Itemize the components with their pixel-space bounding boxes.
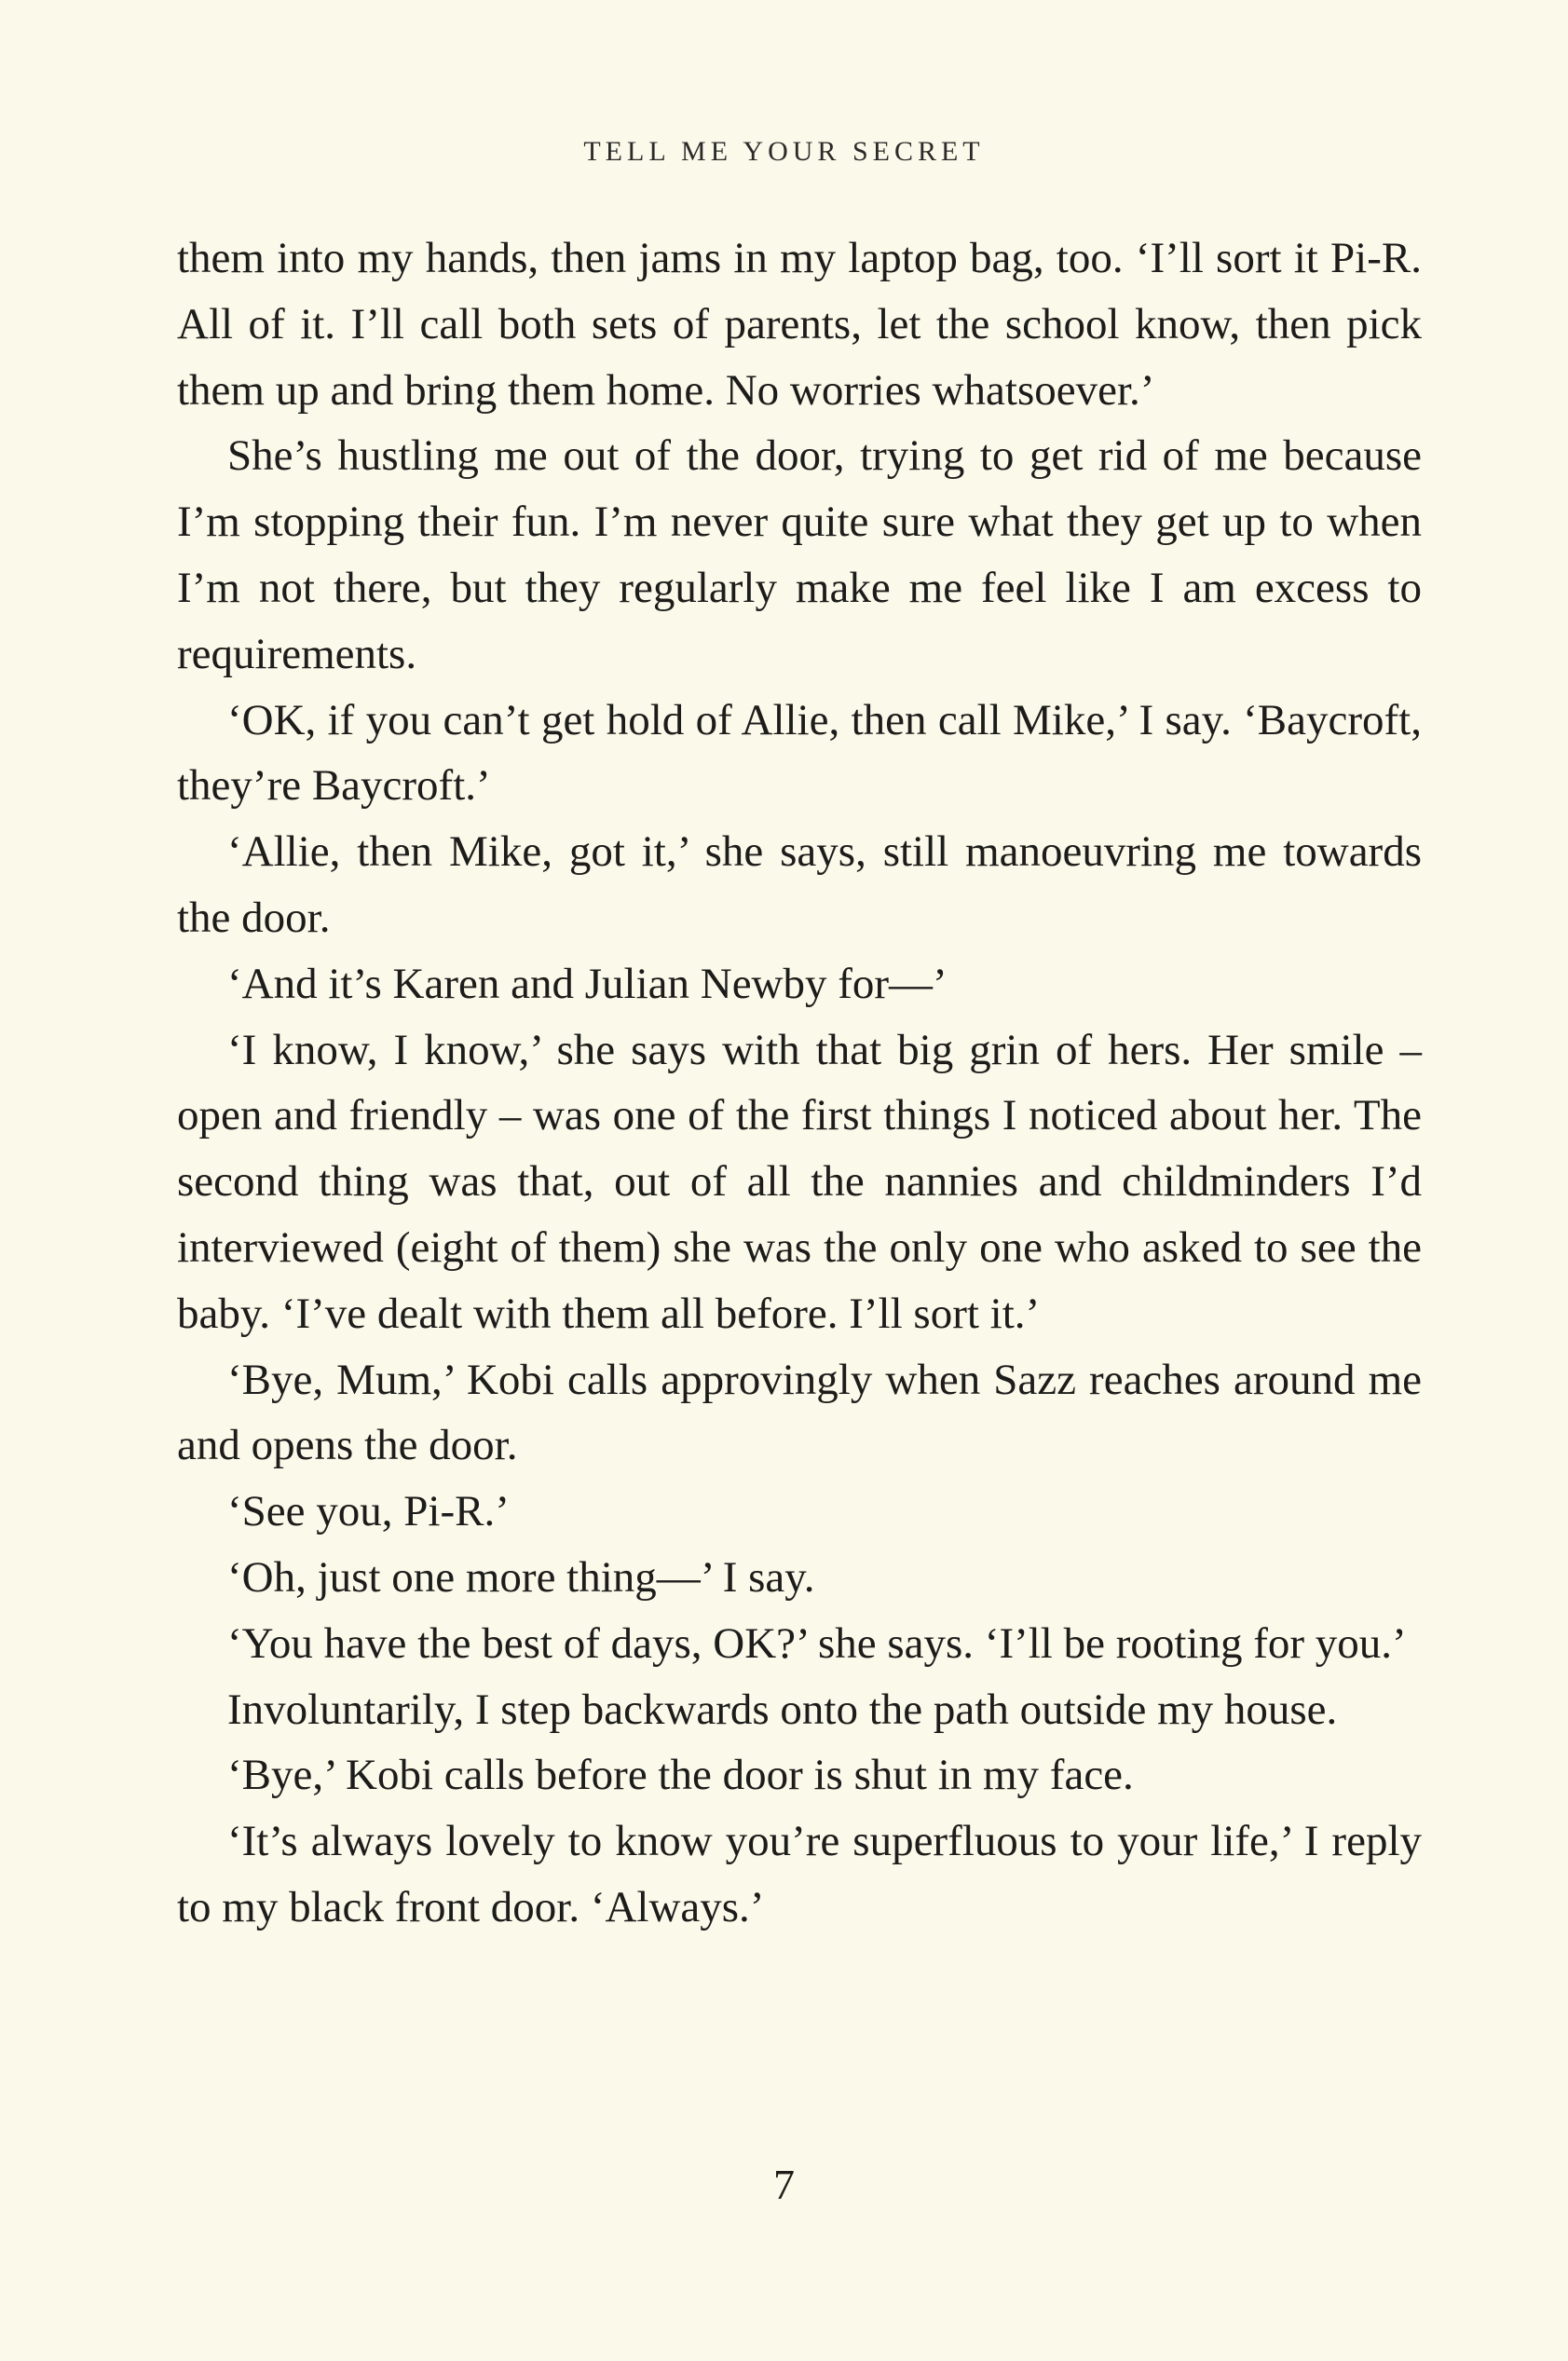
paragraph: ‘Bye, Mum,’ Kobi calls approvingly when Sazz reaches around me and opens the door. (177, 1355, 1422, 1470)
running-header: TELL ME YOUR SECRET (583, 136, 985, 167)
paragraph: Involuntarily, I step backwards onto the path outside my house. (227, 1685, 1338, 1734)
page-number: 7 (773, 2161, 795, 2208)
paragraph: ‘It’s always lovely to know you’re superfluous to your life,’ I reply to my black front door. ‘Always.’ (177, 1817, 1422, 1931)
paragraph: ‘And it’s Karen and Julian Newby for—’ (227, 959, 948, 1008)
paragraph: ‘Oh, just one more thing—’ I say. (227, 1552, 815, 1602)
paragraph: ‘Bye,’ Kobi calls before the door is shut in my face. (227, 1751, 1134, 1800)
paragraph: ‘You have the best of days, OK?’ she says. ‘I’ll be rooting for you.’ (227, 1618, 1407, 1668)
paragraph: ‘See you, Pi-R.’ (227, 1487, 510, 1536)
paragraph: She’s hustling me out of the door, trying to get rid of me because I’m stopping their fun. I’m never quite sure what they get up to when I’m not there, but they regularly make me feel like I am excess to requirements. (177, 431, 1422, 678)
paragraph: ‘Allie, then Mike, got it,’ she says, still manoeuvring me towards the door. (177, 827, 1422, 942)
paragraph: ‘I know, I know,’ she says with that big grin of hers. Her smile – open and friendly – was one of the first things I noticed about her. The second thing was that, out of all the nannies and childminders I’d interviewed (eight of them) she was the only one who asked to see the baby. ‘I’ve dealt with them all before. I’ll sort it.’ (177, 1025, 1422, 1338)
paragraph-continued: them into my hands, then jams in my laptop bag, too. ‘I’ll sort it Pi-R. All of it. I’ll call both sets of parents, let the school know, then pick them up and bring them home. No worries whatsoever.’ (177, 234, 1422, 415)
paragraph: ‘OK, if you can’t get hold of Allie, then call Mike,’ I say. ‘Baycroft, they’re Baycroft.’ (177, 695, 1422, 811)
body-text (177, 225, 1422, 1941)
